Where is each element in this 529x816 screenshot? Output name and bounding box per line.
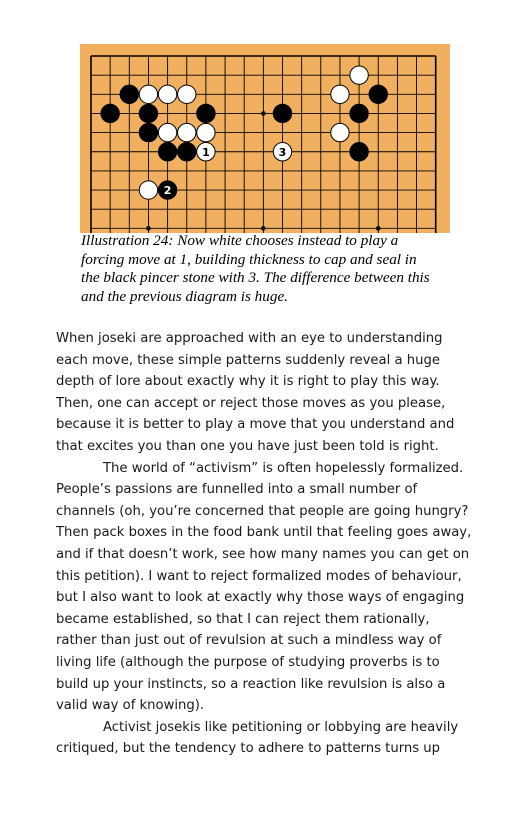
white-stone-disc	[139, 181, 157, 199]
white-stone-disc	[158, 123, 176, 141]
white-stone	[139, 85, 157, 103]
white-stone-disc	[331, 123, 349, 141]
caption-line: the black pincer stone with 3. The difference between this	[81, 269, 430, 287]
white-stone-disc	[350, 66, 368, 84]
text-line: valid way of knowing).	[56, 698, 205, 714]
white-stone-disc	[158, 85, 176, 103]
black-stone	[350, 104, 368, 122]
black-stone	[158, 143, 176, 161]
white-stone	[158, 85, 176, 103]
board-background	[80, 44, 450, 233]
white-stone	[158, 123, 176, 141]
black-stone-disc	[178, 143, 196, 161]
black-stone	[273, 104, 291, 122]
text-line: rather than just out of revulsion at such a mindless way of	[56, 633, 442, 649]
figure-caption	[81, 232, 461, 306]
black-stone	[197, 104, 215, 122]
black-stone	[120, 85, 138, 103]
body-text	[56, 328, 516, 760]
star-point	[376, 226, 381, 231]
caption-line: Illustration 24: Now white chooses instead to play a	[81, 232, 399, 249]
text-line: because it is better to play a move that you understand and	[56, 417, 455, 433]
move-number-label: 2	[163, 184, 172, 198]
go-board-diagram	[80, 44, 450, 233]
white-stone	[273, 143, 291, 161]
move-number-label: 3	[278, 145, 287, 159]
text-line: that excites you than one you have just been told is right.	[56, 438, 439, 454]
white-stone-disc	[139, 85, 157, 103]
text-line: Activist josekis like petitioning or lobbying are heavily	[103, 719, 459, 735]
white-stone-disc	[178, 123, 196, 141]
black-stone-disc	[350, 104, 368, 122]
white-stone	[197, 123, 215, 141]
text-line: build up your instincts, so a reaction like revulsion is also a	[56, 676, 446, 692]
black-stone-disc	[369, 85, 387, 103]
white-stone	[331, 123, 349, 141]
black-stone	[178, 143, 196, 161]
black-stone	[101, 104, 119, 122]
caption-line: and the previous diagram is huge.	[81, 287, 288, 305]
white-stone-disc	[197, 123, 215, 141]
move-number-label: 1	[202, 145, 210, 159]
black-stone-disc	[350, 143, 368, 161]
text-line: depth of lore about exactly why it is right to play this way.	[56, 374, 440, 390]
text-line: and if that doesn’t work, see how many names you can get on	[56, 546, 470, 562]
text-line: but I also want to look at exactly why those ways of engaging	[56, 590, 465, 606]
text-line: living life (although the purpose of studying proverbs is to	[56, 654, 440, 670]
white-stone	[139, 181, 157, 199]
black-stone-disc	[120, 85, 138, 103]
text-line: The world of “activism” is often hopelessly formalized.	[103, 460, 464, 476]
white-stone	[197, 143, 215, 161]
black-stone-disc	[158, 143, 176, 161]
star-point	[261, 226, 266, 231]
white-stone	[350, 66, 368, 84]
white-stone-disc	[331, 85, 349, 103]
black-stone-disc	[139, 104, 157, 122]
white-stone	[331, 85, 349, 103]
black-stone	[158, 181, 176, 199]
caption-line: forcing move at 1, building thickness to cap and seal in	[81, 250, 417, 268]
text-line: this petition). I want to reject formalized modes of behaviour,	[56, 568, 462, 584]
text-line: channels (oh, you’re concerned that people are going hungry?	[56, 503, 469, 519]
black-stone	[139, 123, 157, 141]
black-stone	[139, 104, 157, 122]
text-line: became established, so that I can reject them rationally,	[56, 611, 430, 627]
white-stone	[178, 85, 196, 103]
text-line: critiqued, but the tendency to adhere to patterns turns up	[56, 741, 441, 757]
black-stone-disc	[273, 104, 291, 122]
white-stone-disc	[178, 85, 196, 103]
black-stone	[350, 143, 368, 161]
black-stone-disc	[139, 123, 157, 141]
white-stone	[178, 123, 196, 141]
text-line: When joseki are approached with an eye to understanding	[56, 331, 443, 346]
text-line: each move, these simple patterns suddenly reveal a huge	[56, 352, 440, 368]
black-stone-disc	[101, 104, 119, 122]
text-line: Then pack boxes in the food bank until that feeling goes away,	[56, 525, 472, 541]
text-line: People’s passions are funnelled into a small number of	[56, 482, 418, 498]
star-point	[146, 226, 151, 231]
black-stone	[369, 85, 387, 103]
text-line: Then, one can accept or reject those moves as you please,	[56, 395, 446, 411]
black-stone-disc	[197, 104, 215, 122]
star-point	[261, 111, 266, 116]
